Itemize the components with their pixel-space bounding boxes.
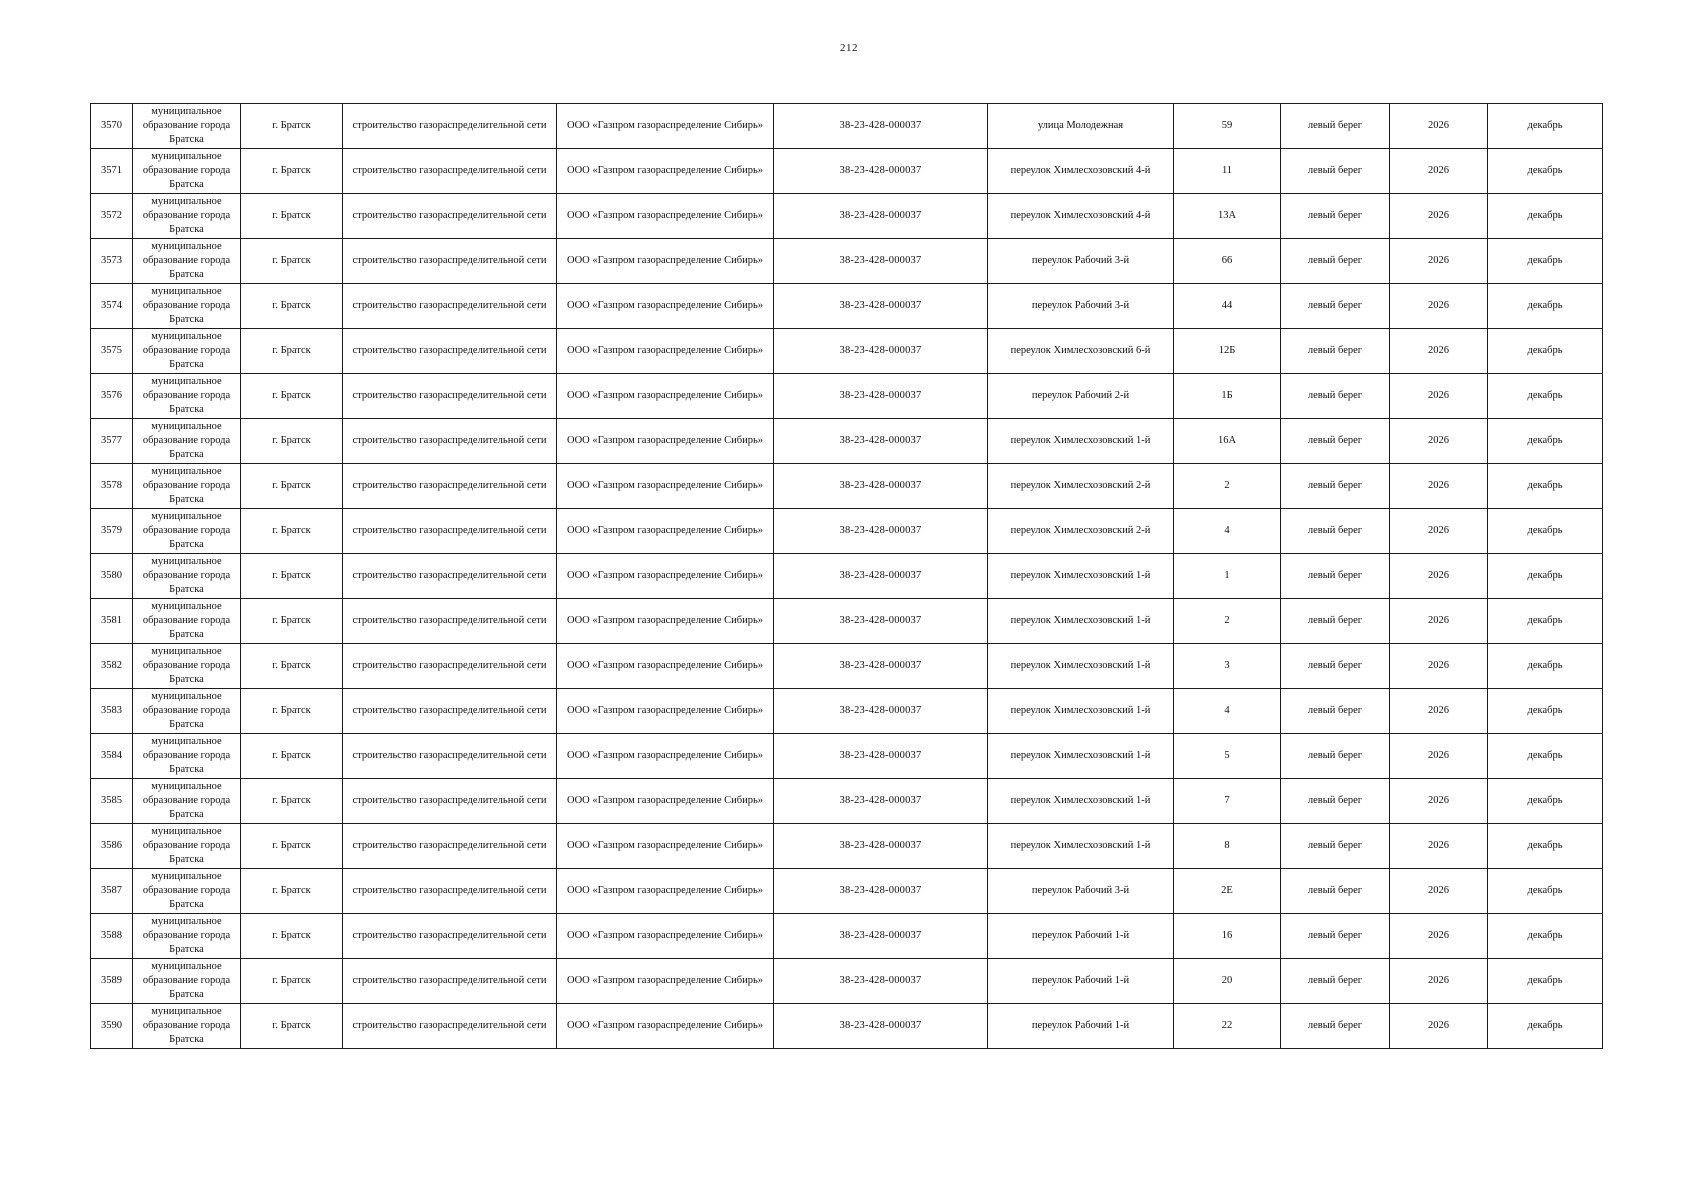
organization-cell: ООО «Газпром газораспределение Сибирь» — [557, 959, 774, 1004]
house-number-cell: 22 — [1174, 1004, 1281, 1049]
year-cell: 2026 — [1390, 509, 1488, 554]
organization-cell: ООО «Газпром газораспределение Сибирь» — [557, 194, 774, 239]
table-row — [91, 824, 1603, 869]
row-number-cell: 3589 — [91, 959, 133, 1004]
month-cell: декабрь — [1488, 599, 1603, 644]
work-type-cell: строительство газораспределительной сети — [343, 509, 557, 554]
month-cell: декабрь — [1488, 554, 1603, 599]
river-bank-cell: левый берег — [1281, 284, 1390, 329]
river-bank-cell: левый берег — [1281, 1004, 1390, 1049]
city-cell: г. Братск — [241, 509, 343, 554]
year-cell: 2026 — [1390, 284, 1488, 329]
organization-cell: ООО «Газпром газораспределение Сибирь» — [557, 779, 774, 824]
house-number-cell: 13А — [1174, 194, 1281, 239]
river-bank-cell: левый берег — [1281, 239, 1390, 284]
organization-cell: ООО «Газпром газораспределение Сибирь» — [557, 644, 774, 689]
work-type-cell: строительство газораспределительной сети — [343, 779, 557, 824]
year-cell: 2026 — [1390, 869, 1488, 914]
house-number-cell: 4 — [1174, 509, 1281, 554]
street-cell: переулок Рабочий 1-й — [988, 959, 1174, 1004]
table-row — [91, 239, 1603, 284]
work-type-cell: строительство газораспределительной сети — [343, 824, 557, 869]
city-cell: г. Братск — [241, 554, 343, 599]
work-type-cell: строительство газораспределительной сети — [343, 869, 557, 914]
page-number: 212 — [840, 42, 858, 54]
house-number-cell: 8 — [1174, 824, 1281, 869]
year-cell: 2026 — [1390, 734, 1488, 779]
street-cell: переулок Химлесхозовский 1-й — [988, 734, 1174, 779]
registry-code-cell: 38-23-428-000037 — [774, 644, 988, 689]
river-bank-cell: левый берег — [1281, 374, 1390, 419]
street-cell: переулок Химлесхозовский 2-й — [988, 509, 1174, 554]
month-cell: декабрь — [1488, 149, 1603, 194]
organization-cell: ООО «Газпром газораспределение Сибирь» — [557, 914, 774, 959]
registry-code-cell: 38-23-428-000037 — [774, 509, 988, 554]
registry-code-cell: 38-23-428-000037 — [774, 914, 988, 959]
month-cell: декабрь — [1488, 104, 1603, 149]
organization-cell: ООО «Газпром газораспределение Сибирь» — [557, 374, 774, 419]
year-cell: 2026 — [1390, 194, 1488, 239]
table-row — [91, 554, 1603, 599]
work-type-cell: строительство газораспределительной сети — [343, 419, 557, 464]
river-bank-cell: левый берег — [1281, 419, 1390, 464]
table-row — [91, 599, 1603, 644]
row-number-cell: 3581 — [91, 599, 133, 644]
municipality-cell: муниципальное образование города Братска — [133, 374, 241, 419]
city-cell: г. Братск — [241, 914, 343, 959]
registry-code-cell: 38-23-428-000037 — [774, 104, 988, 149]
registry-code-cell: 38-23-428-000037 — [774, 869, 988, 914]
house-number-cell: 44 — [1174, 284, 1281, 329]
organization-cell: ООО «Газпром газораспределение Сибирь» — [557, 509, 774, 554]
street-cell: переулок Рабочий 3-й — [988, 239, 1174, 284]
year-cell: 2026 — [1390, 329, 1488, 374]
street-cell: переулок Химлесхозовский 1-й — [988, 554, 1174, 599]
work-type-cell: строительство газораспределительной сети — [343, 734, 557, 779]
gasification-register-table — [90, 103, 1603, 1049]
river-bank-cell: левый берег — [1281, 194, 1390, 239]
street-cell: переулок Химлесхозовский 4-й — [988, 149, 1174, 194]
table-row — [91, 689, 1603, 734]
month-cell: декабрь — [1488, 374, 1603, 419]
river-bank-cell: левый берег — [1281, 464, 1390, 509]
organization-cell: ООО «Газпром газораспределение Сибирь» — [557, 689, 774, 734]
year-cell: 2026 — [1390, 914, 1488, 959]
table-row — [91, 959, 1603, 1004]
organization-cell: ООО «Газпром газораспределение Сибирь» — [557, 419, 774, 464]
municipality-cell: муниципальное образование города Братска — [133, 779, 241, 824]
city-cell: г. Братск — [241, 644, 343, 689]
year-cell: 2026 — [1390, 959, 1488, 1004]
river-bank-cell: левый берег — [1281, 104, 1390, 149]
municipality-cell: муниципальное образование города Братска — [133, 734, 241, 779]
row-number-cell: 3583 — [91, 689, 133, 734]
city-cell: г. Братск — [241, 599, 343, 644]
street-cell: переулок Химлесхозовский 1-й — [988, 689, 1174, 734]
row-number-cell: 3582 — [91, 644, 133, 689]
municipality-cell: муниципальное образование города Братска — [133, 509, 241, 554]
city-cell: г. Братск — [241, 194, 343, 239]
year-cell: 2026 — [1390, 149, 1488, 194]
work-type-cell: строительство газораспределительной сети — [343, 329, 557, 374]
municipality-cell: муниципальное образование города Братска — [133, 959, 241, 1004]
city-cell: г. Братск — [241, 689, 343, 734]
organization-cell: ООО «Газпром газораспределение Сибирь» — [557, 329, 774, 374]
year-cell: 2026 — [1390, 824, 1488, 869]
table-row — [91, 149, 1603, 194]
city-cell: г. Братск — [241, 284, 343, 329]
table-row — [91, 734, 1603, 779]
month-cell: декабрь — [1488, 329, 1603, 374]
house-number-cell: 3 — [1174, 644, 1281, 689]
registry-code-cell: 38-23-428-000037 — [774, 284, 988, 329]
street-cell: улица Молодежная — [988, 104, 1174, 149]
municipality-cell: муниципальное образование города Братска — [133, 599, 241, 644]
city-cell: г. Братск — [241, 329, 343, 374]
municipality-cell: муниципальное образование города Братска — [133, 239, 241, 284]
river-bank-cell: левый берег — [1281, 554, 1390, 599]
table-row — [91, 644, 1603, 689]
organization-cell: ООО «Газпром газораспределение Сибирь» — [557, 1004, 774, 1049]
street-cell: переулок Рабочий 3-й — [988, 869, 1174, 914]
year-cell: 2026 — [1390, 599, 1488, 644]
organization-cell: ООО «Газпром газораспределение Сибирь» — [557, 104, 774, 149]
month-cell: декабрь — [1488, 644, 1603, 689]
table-row — [91, 509, 1603, 554]
registry-code-cell: 38-23-428-000037 — [774, 1004, 988, 1049]
registry-code-cell: 38-23-428-000037 — [774, 779, 988, 824]
work-type-cell: строительство газораспределительной сети — [343, 644, 557, 689]
table-row — [91, 869, 1603, 914]
river-bank-cell: левый берег — [1281, 599, 1390, 644]
street-cell: переулок Химлесхозовский 1-й — [988, 824, 1174, 869]
row-number-cell: 3578 — [91, 464, 133, 509]
row-number-cell: 3577 — [91, 419, 133, 464]
row-number-cell: 3579 — [91, 509, 133, 554]
month-cell: декабрь — [1488, 824, 1603, 869]
row-number-cell: 3576 — [91, 374, 133, 419]
registry-code-cell: 38-23-428-000037 — [774, 689, 988, 734]
house-number-cell: 2 — [1174, 599, 1281, 644]
house-number-cell: 4 — [1174, 689, 1281, 734]
year-cell: 2026 — [1390, 104, 1488, 149]
street-cell: переулок Рабочий 3-й — [988, 284, 1174, 329]
river-bank-cell: левый берег — [1281, 869, 1390, 914]
work-type-cell: строительство газораспределительной сети — [343, 914, 557, 959]
registry-code-cell: 38-23-428-000037 — [774, 419, 988, 464]
work-type-cell: строительство газораспределительной сети — [343, 554, 557, 599]
municipality-cell: муниципальное образование города Братска — [133, 689, 241, 734]
city-cell: г. Братск — [241, 779, 343, 824]
register-body — [91, 104, 1603, 1049]
house-number-cell: 2Е — [1174, 869, 1281, 914]
row-number-cell: 3571 — [91, 149, 133, 194]
city-cell: г. Братск — [241, 464, 343, 509]
municipality-cell: муниципальное образование города Братска — [133, 869, 241, 914]
house-number-cell: 5 — [1174, 734, 1281, 779]
river-bank-cell: левый берег — [1281, 644, 1390, 689]
year-cell: 2026 — [1390, 1004, 1488, 1049]
registry-code-cell: 38-23-428-000037 — [774, 194, 988, 239]
municipality-cell: муниципальное образование города Братска — [133, 1004, 241, 1049]
year-cell: 2026 — [1390, 239, 1488, 284]
month-cell: декабрь — [1488, 959, 1603, 1004]
work-type-cell: строительство газораспределительной сети — [343, 959, 557, 1004]
month-cell: декабрь — [1488, 779, 1603, 824]
river-bank-cell: левый берег — [1281, 779, 1390, 824]
municipality-cell: муниципальное образование города Братска — [133, 824, 241, 869]
city-cell: г. Братск — [241, 104, 343, 149]
city-cell: г. Братск — [241, 419, 343, 464]
river-bank-cell: левый берег — [1281, 959, 1390, 1004]
work-type-cell: строительство газораспределительной сети — [343, 194, 557, 239]
organization-cell: ООО «Газпром газораспределение Сибирь» — [557, 824, 774, 869]
municipality-cell: муниципальное образование города Братска — [133, 554, 241, 599]
house-number-cell: 11 — [1174, 149, 1281, 194]
city-cell: г. Братск — [241, 959, 343, 1004]
table-row — [91, 284, 1603, 329]
work-type-cell: строительство газораспределительной сети — [343, 1004, 557, 1049]
row-number-cell: 3586 — [91, 824, 133, 869]
street-cell: переулок Химлесхозовский 1-й — [988, 644, 1174, 689]
organization-cell: ООО «Газпром газораспределение Сибирь» — [557, 869, 774, 914]
month-cell: декабрь — [1488, 734, 1603, 779]
municipality-cell: муниципальное образование города Братска — [133, 104, 241, 149]
organization-cell: ООО «Газпром газораспределение Сибирь» — [557, 734, 774, 779]
registry-code-cell: 38-23-428-000037 — [774, 554, 988, 599]
city-cell: г. Братск — [241, 869, 343, 914]
work-type-cell: строительство газораспределительной сети — [343, 284, 557, 329]
registry-code-cell: 38-23-428-000037 — [774, 734, 988, 779]
municipality-cell: муниципальное образование города Братска — [133, 149, 241, 194]
work-type-cell: строительство газораспределительной сети — [343, 239, 557, 284]
organization-cell: ООО «Газпром газораспределение Сибирь» — [557, 464, 774, 509]
street-cell: переулок Рабочий 2-й — [988, 374, 1174, 419]
table-row — [91, 329, 1603, 374]
municipality-cell: муниципальное образование города Братска — [133, 464, 241, 509]
row-number-cell: 3575 — [91, 329, 133, 374]
municipality-cell: муниципальное образование города Братска — [133, 329, 241, 374]
work-type-cell: строительство газораспределительной сети — [343, 104, 557, 149]
street-cell: переулок Химлесхозовский 2-й — [988, 464, 1174, 509]
year-cell: 2026 — [1390, 779, 1488, 824]
municipality-cell: муниципальное образование города Братска — [133, 419, 241, 464]
river-bank-cell: левый берег — [1281, 509, 1390, 554]
municipality-cell: муниципальное образование города Братска — [133, 644, 241, 689]
municipality-cell: муниципальное образование города Братска — [133, 914, 241, 959]
house-number-cell: 7 — [1174, 779, 1281, 824]
city-cell: г. Братск — [241, 374, 343, 419]
registry-code-cell: 38-23-428-000037 — [774, 149, 988, 194]
table-row — [91, 104, 1603, 149]
river-bank-cell: левый берег — [1281, 149, 1390, 194]
work-type-cell: строительство газораспределительной сети — [343, 599, 557, 644]
table-row — [91, 1004, 1603, 1049]
house-number-cell: 59 — [1174, 104, 1281, 149]
registry-code-cell: 38-23-428-000037 — [774, 239, 988, 284]
organization-cell: ООО «Газпром газораспределение Сибирь» — [557, 149, 774, 194]
river-bank-cell: левый берег — [1281, 329, 1390, 374]
organization-cell: ООО «Газпром газораспределение Сибирь» — [557, 284, 774, 329]
row-number-cell: 3584 — [91, 734, 133, 779]
registry-code-cell: 38-23-428-000037 — [774, 374, 988, 419]
river-bank-cell: левый берег — [1281, 914, 1390, 959]
month-cell: декабрь — [1488, 239, 1603, 284]
table-row — [91, 779, 1603, 824]
municipality-cell: муниципальное образование города Братска — [133, 194, 241, 239]
work-type-cell: строительство газораспределительной сети — [343, 689, 557, 734]
river-bank-cell: левый берег — [1281, 734, 1390, 779]
work-type-cell: строительство газораспределительной сети — [343, 374, 557, 419]
registry-code-cell: 38-23-428-000037 — [774, 464, 988, 509]
month-cell: декабрь — [1488, 914, 1603, 959]
river-bank-cell: левый берег — [1281, 689, 1390, 734]
house-number-cell: 20 — [1174, 959, 1281, 1004]
work-type-cell: строительство газораспределительной сети — [343, 464, 557, 509]
table-row — [91, 914, 1603, 959]
registry-code-cell: 38-23-428-000037 — [774, 329, 988, 374]
street-cell: переулок Химлесхозовский 1-й — [988, 779, 1174, 824]
street-cell: переулок Рабочий 1-й — [988, 1004, 1174, 1049]
year-cell: 2026 — [1390, 464, 1488, 509]
street-cell: переулок Химлесхозовский 4-й — [988, 194, 1174, 239]
year-cell: 2026 — [1390, 689, 1488, 734]
city-cell: г. Братск — [241, 734, 343, 779]
work-type-cell: строительство газораспределительной сети — [343, 149, 557, 194]
row-number-cell: 3587 — [91, 869, 133, 914]
house-number-cell: 16А — [1174, 419, 1281, 464]
table-row — [91, 194, 1603, 239]
month-cell: декабрь — [1488, 1004, 1603, 1049]
month-cell: декабрь — [1488, 419, 1603, 464]
registry-code-cell: 38-23-428-000037 — [774, 824, 988, 869]
registry-code-cell: 38-23-428-000037 — [774, 959, 988, 1004]
table-row — [91, 464, 1603, 509]
month-cell: декабрь — [1488, 194, 1603, 239]
registry-code-cell: 38-23-428-000037 — [774, 599, 988, 644]
row-number-cell: 3590 — [91, 1004, 133, 1049]
month-cell: декабрь — [1488, 464, 1603, 509]
house-number-cell: 2 — [1174, 464, 1281, 509]
row-number-cell: 3574 — [91, 284, 133, 329]
table-row — [91, 374, 1603, 419]
city-cell: г. Братск — [241, 149, 343, 194]
street-cell: переулок Химлесхозовский 1-й — [988, 599, 1174, 644]
house-number-cell: 12Б — [1174, 329, 1281, 374]
year-cell: 2026 — [1390, 644, 1488, 689]
city-cell: г. Братск — [241, 1004, 343, 1049]
row-number-cell: 3585 — [91, 779, 133, 824]
municipality-cell: муниципальное образование города Братска — [133, 284, 241, 329]
row-number-cell: 3588 — [91, 914, 133, 959]
river-bank-cell: левый берег — [1281, 824, 1390, 869]
month-cell: декабрь — [1488, 869, 1603, 914]
row-number-cell: 3570 — [91, 104, 133, 149]
street-cell: переулок Рабочий 1-й — [988, 914, 1174, 959]
month-cell: декабрь — [1488, 689, 1603, 734]
month-cell: декабрь — [1488, 509, 1603, 554]
street-cell: переулок Химлесхозовский 1-й — [988, 419, 1174, 464]
city-cell: г. Братск — [241, 824, 343, 869]
house-number-cell: 16 — [1174, 914, 1281, 959]
row-number-cell: 3573 — [91, 239, 133, 284]
organization-cell: ООО «Газпром газораспределение Сибирь» — [557, 554, 774, 599]
row-number-cell: 3572 — [91, 194, 133, 239]
month-cell: декабрь — [1488, 284, 1603, 329]
year-cell: 2026 — [1390, 419, 1488, 464]
row-number-cell: 3580 — [91, 554, 133, 599]
organization-cell: ООО «Газпром газораспределение Сибирь» — [557, 599, 774, 644]
house-number-cell: 1 — [1174, 554, 1281, 599]
table-row — [91, 419, 1603, 464]
year-cell: 2026 — [1390, 374, 1488, 419]
house-number-cell: 1Б — [1174, 374, 1281, 419]
house-number-cell: 66 — [1174, 239, 1281, 284]
street-cell: переулок Химлесхозовский 6-й — [988, 329, 1174, 374]
year-cell: 2026 — [1390, 554, 1488, 599]
city-cell: г. Братск — [241, 239, 343, 284]
organization-cell: ООО «Газпром газораспределение Сибирь» — [557, 239, 774, 284]
